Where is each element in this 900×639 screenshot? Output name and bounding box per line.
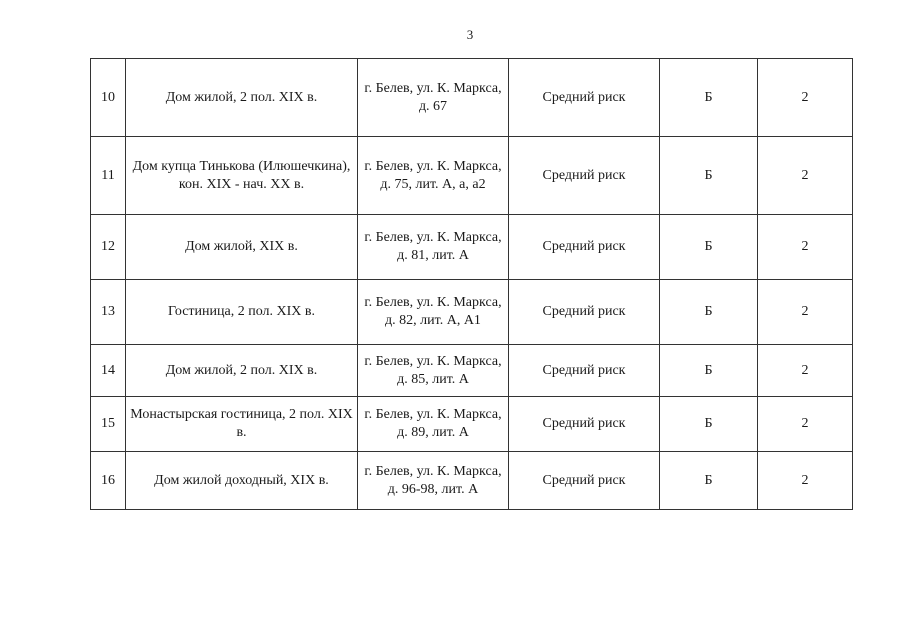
category-letter-cell: Б: [660, 452, 758, 510]
address-cell: г. Белев, ул. К. Маркса, д. 75, лит. А, а, а2: [358, 137, 509, 215]
row-number-cell: 15: [91, 397, 126, 452]
table-row: [91, 280, 853, 345]
object-name-cell: Дом купца Тинькова (Илюшечкина), кон. XIX - нач. XX в.: [126, 137, 358, 215]
category-letter-cell: Б: [660, 59, 758, 137]
table-row: [91, 137, 853, 215]
frequency-value-cell: 2: [758, 280, 853, 345]
row-number-cell: 11: [91, 137, 126, 215]
table-row: [91, 452, 853, 510]
risk-category-cell: Средний риск: [509, 280, 660, 345]
row-number-cell: 10: [91, 59, 126, 137]
table-row: [91, 345, 853, 397]
heritage-objects-table: [90, 58, 853, 510]
frequency-value-cell: 2: [758, 397, 853, 452]
address-cell: г. Белев, ул. К. Маркса, д. 81, лит. А: [358, 215, 509, 280]
frequency-value-cell: 2: [758, 215, 853, 280]
row-number-cell: 12: [91, 215, 126, 280]
frequency-value-cell: 2: [758, 59, 853, 137]
risk-category-cell: Средний риск: [509, 345, 660, 397]
address-cell: г. Белев, ул. К. Маркса, д. 82, лит. А, А1: [358, 280, 509, 345]
frequency-value-cell: 2: [758, 137, 853, 215]
object-name-cell: Дом жилой, XIX в.: [126, 215, 358, 280]
object-name-cell: Дом жилой доходный, XIX в.: [126, 452, 358, 510]
address-cell: г. Белев, ул. К. Маркса, д. 67: [358, 59, 509, 137]
category-letter-cell: Б: [660, 137, 758, 215]
category-letter-cell: Б: [660, 345, 758, 397]
risk-category-cell: Средний риск: [509, 397, 660, 452]
object-name-cell: Дом жилой, 2 пол. XIX в.: [126, 59, 358, 137]
address-cell: г. Белев, ул. К. Маркса, д. 85, лит. А: [358, 345, 509, 397]
row-number-cell: 13: [91, 280, 126, 345]
object-name-cell: Гостиница, 2 пол. XIX в.: [126, 280, 358, 345]
risk-category-cell: Средний риск: [509, 452, 660, 510]
row-number-cell: 16: [91, 452, 126, 510]
page-number: 3: [466, 27, 474, 42]
risk-category-cell: Средний риск: [509, 137, 660, 215]
frequency-value-cell: 2: [758, 345, 853, 397]
category-letter-cell: Б: [660, 215, 758, 280]
table-row: [91, 59, 853, 137]
object-name-cell: Монастырская гостиница, 2 пол. XIX в.: [126, 397, 358, 452]
table-row: [91, 215, 853, 280]
table-row: [91, 397, 853, 452]
row-number-cell: 14: [91, 345, 126, 397]
risk-category-cell: Средний риск: [509, 215, 660, 280]
address-cell: г. Белев, ул. К. Маркса, д. 89, лит. А: [358, 397, 509, 452]
category-letter-cell: Б: [660, 280, 758, 345]
address-cell: г. Белев, ул. К. Маркса, д. 96-98, лит. А: [358, 452, 509, 510]
object-name-cell: Дом жилой, 2 пол. XIX в.: [126, 345, 358, 397]
frequency-value-cell: 2: [758, 452, 853, 510]
risk-category-cell: Средний риск: [509, 59, 660, 137]
category-letter-cell: Б: [660, 397, 758, 452]
